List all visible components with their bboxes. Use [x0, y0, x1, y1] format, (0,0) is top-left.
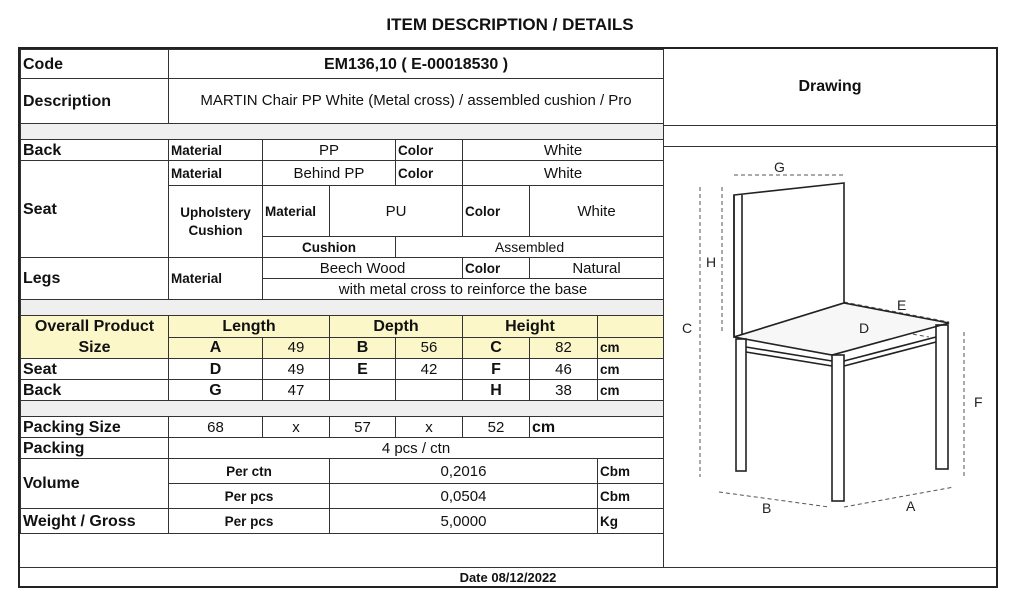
depth-header: Depth	[330, 316, 463, 338]
spacer-row	[21, 300, 664, 316]
back-row	[21, 140, 664, 161]
packing-size-x1: x	[263, 417, 330, 438]
seat-height-letter: F	[463, 359, 530, 380]
legs-label: Legs	[21, 258, 169, 300]
packing-value: 4 pcs / ctn	[169, 438, 664, 459]
cushion-label: Cushion	[263, 237, 396, 258]
packing-size-length: 68	[169, 417, 263, 438]
back-label: Back	[21, 140, 169, 161]
back-material-value: PP	[263, 140, 396, 161]
dim-letter-g: G	[774, 159, 785, 175]
overall-header-row	[21, 316, 664, 338]
seat-row	[21, 161, 664, 186]
volume-ctn-unit: Cbm	[598, 459, 664, 484]
overall-length-value: 49	[263, 337, 330, 359]
code-value: EM136,10 ( E-00018530 )	[169, 50, 664, 79]
description-label: Description	[21, 79, 169, 124]
seat-dims-label: Seat	[21, 359, 169, 380]
legs-row	[21, 258, 664, 279]
seat-length-letter: D	[169, 359, 263, 380]
packing-label: Packing	[21, 438, 169, 459]
cushion-value: Assembled	[396, 237, 664, 258]
dim-letter-c: C	[682, 320, 693, 336]
legs-material-label: Material	[169, 258, 263, 300]
upholstery-color-label: Color	[463, 186, 530, 237]
drawing-label: Drawing	[664, 49, 996, 126]
seat-length-value: 49	[263, 359, 330, 380]
chair-outline	[734, 183, 949, 501]
volume-ctn-row	[21, 459, 664, 484]
seat-material-label: Material	[169, 161, 263, 186]
legs-color-value: Natural	[530, 258, 664, 279]
overall-depth-value: 56	[396, 337, 463, 359]
upholstery-label: Upholstery Cushion	[169, 186, 263, 258]
packing-size-label: Packing Size	[21, 417, 169, 438]
seat-unit: cm	[598, 359, 664, 380]
back-color-value: White	[463, 140, 664, 161]
code-row	[21, 50, 664, 79]
upholstery-color-value: White	[530, 186, 664, 237]
volume-per-ctn-value: 0,2016	[330, 459, 598, 484]
seat-height-value: 46	[530, 359, 598, 380]
height-header: Height	[463, 316, 598, 338]
weight-row	[21, 509, 664, 534]
upholstery-material-value: PU	[330, 186, 463, 237]
code-label: Code	[21, 50, 169, 79]
legs-color-label: Color	[463, 258, 530, 279]
seat-dims-row	[21, 359, 664, 380]
seat-depth-value: 42	[396, 359, 463, 380]
packing-size-height: 52	[463, 417, 530, 438]
back-length-letter: G	[169, 380, 263, 401]
seat-color-label: Color	[396, 161, 463, 186]
overall-unit: cm	[598, 337, 664, 359]
overall-height-value: 82	[530, 337, 598, 359]
packing-size-x2: x	[396, 417, 463, 438]
upholstery-material-label: Material	[263, 186, 330, 237]
description-value: MARTIN Chair PP White (Metal cross) / assembled cushion / Pro	[169, 79, 664, 124]
volume-pcs-unit: Cbm	[598, 484, 664, 509]
back-material-label: Material	[169, 140, 263, 161]
volume-per-ctn-label: Per ctn	[169, 459, 330, 484]
packing-row	[21, 438, 664, 459]
volume-per-pcs-value: 0,0504	[330, 484, 598, 509]
dim-letter-a: A	[906, 498, 916, 514]
seat-label: Seat	[21, 161, 169, 258]
dim-letter-d: D	[859, 320, 870, 336]
description-row	[21, 79, 664, 124]
back-height-letter: H	[463, 380, 530, 401]
weight-per-pcs-label: Per pcs	[169, 509, 330, 534]
back-color-label: Color	[396, 140, 463, 161]
packing-size-row	[21, 417, 664, 438]
dim-letter-b: B	[762, 500, 772, 516]
seat-color-value: White	[463, 161, 664, 186]
drawing-spacer	[664, 126, 996, 147]
volume-label: Volume	[21, 459, 169, 509]
packing-size-depth: 57	[330, 417, 396, 438]
details-table	[20, 49, 664, 534]
dim-letter-e: E	[897, 297, 907, 313]
overall-length-letter: A	[169, 337, 263, 359]
back-dims-row	[21, 380, 664, 401]
back-unit: cm	[598, 380, 664, 401]
spacer-row	[21, 401, 664, 417]
overall-depth-letter: B	[330, 337, 396, 359]
seat-material-value: Behind PP	[263, 161, 396, 186]
date-footer: Date 08/12/2022	[20, 567, 996, 587]
seat-depth-letter: E	[330, 359, 396, 380]
weight-unit: Kg	[598, 509, 664, 534]
weight-per-pcs-value: 5,0000	[330, 509, 598, 534]
back-dims-label: Back	[21, 380, 169, 401]
dim-letter-h: H	[706, 254, 717, 270]
legs-note: with metal cross to reinforce the base	[263, 279, 664, 300]
back-length-value: 47	[263, 380, 330, 401]
length-header: Length	[169, 316, 330, 338]
spacer-row	[21, 124, 664, 140]
chair-drawing	[664, 147, 996, 565]
overall-height-letter: C	[463, 337, 530, 359]
volume-per-pcs-label: Per pcs	[169, 484, 330, 509]
overall-size-label: Overall Product Size	[21, 316, 169, 359]
back-height-value: 38	[530, 380, 598, 401]
document-title: ITEM DESCRIPTION / DETAILS	[386, 15, 634, 34]
weight-label: Weight / Gross	[21, 509, 169, 534]
packing-size-unit: cm	[530, 417, 664, 438]
dim-letter-f: F	[974, 394, 983, 410]
legs-material-value: Beech Wood	[263, 258, 463, 279]
